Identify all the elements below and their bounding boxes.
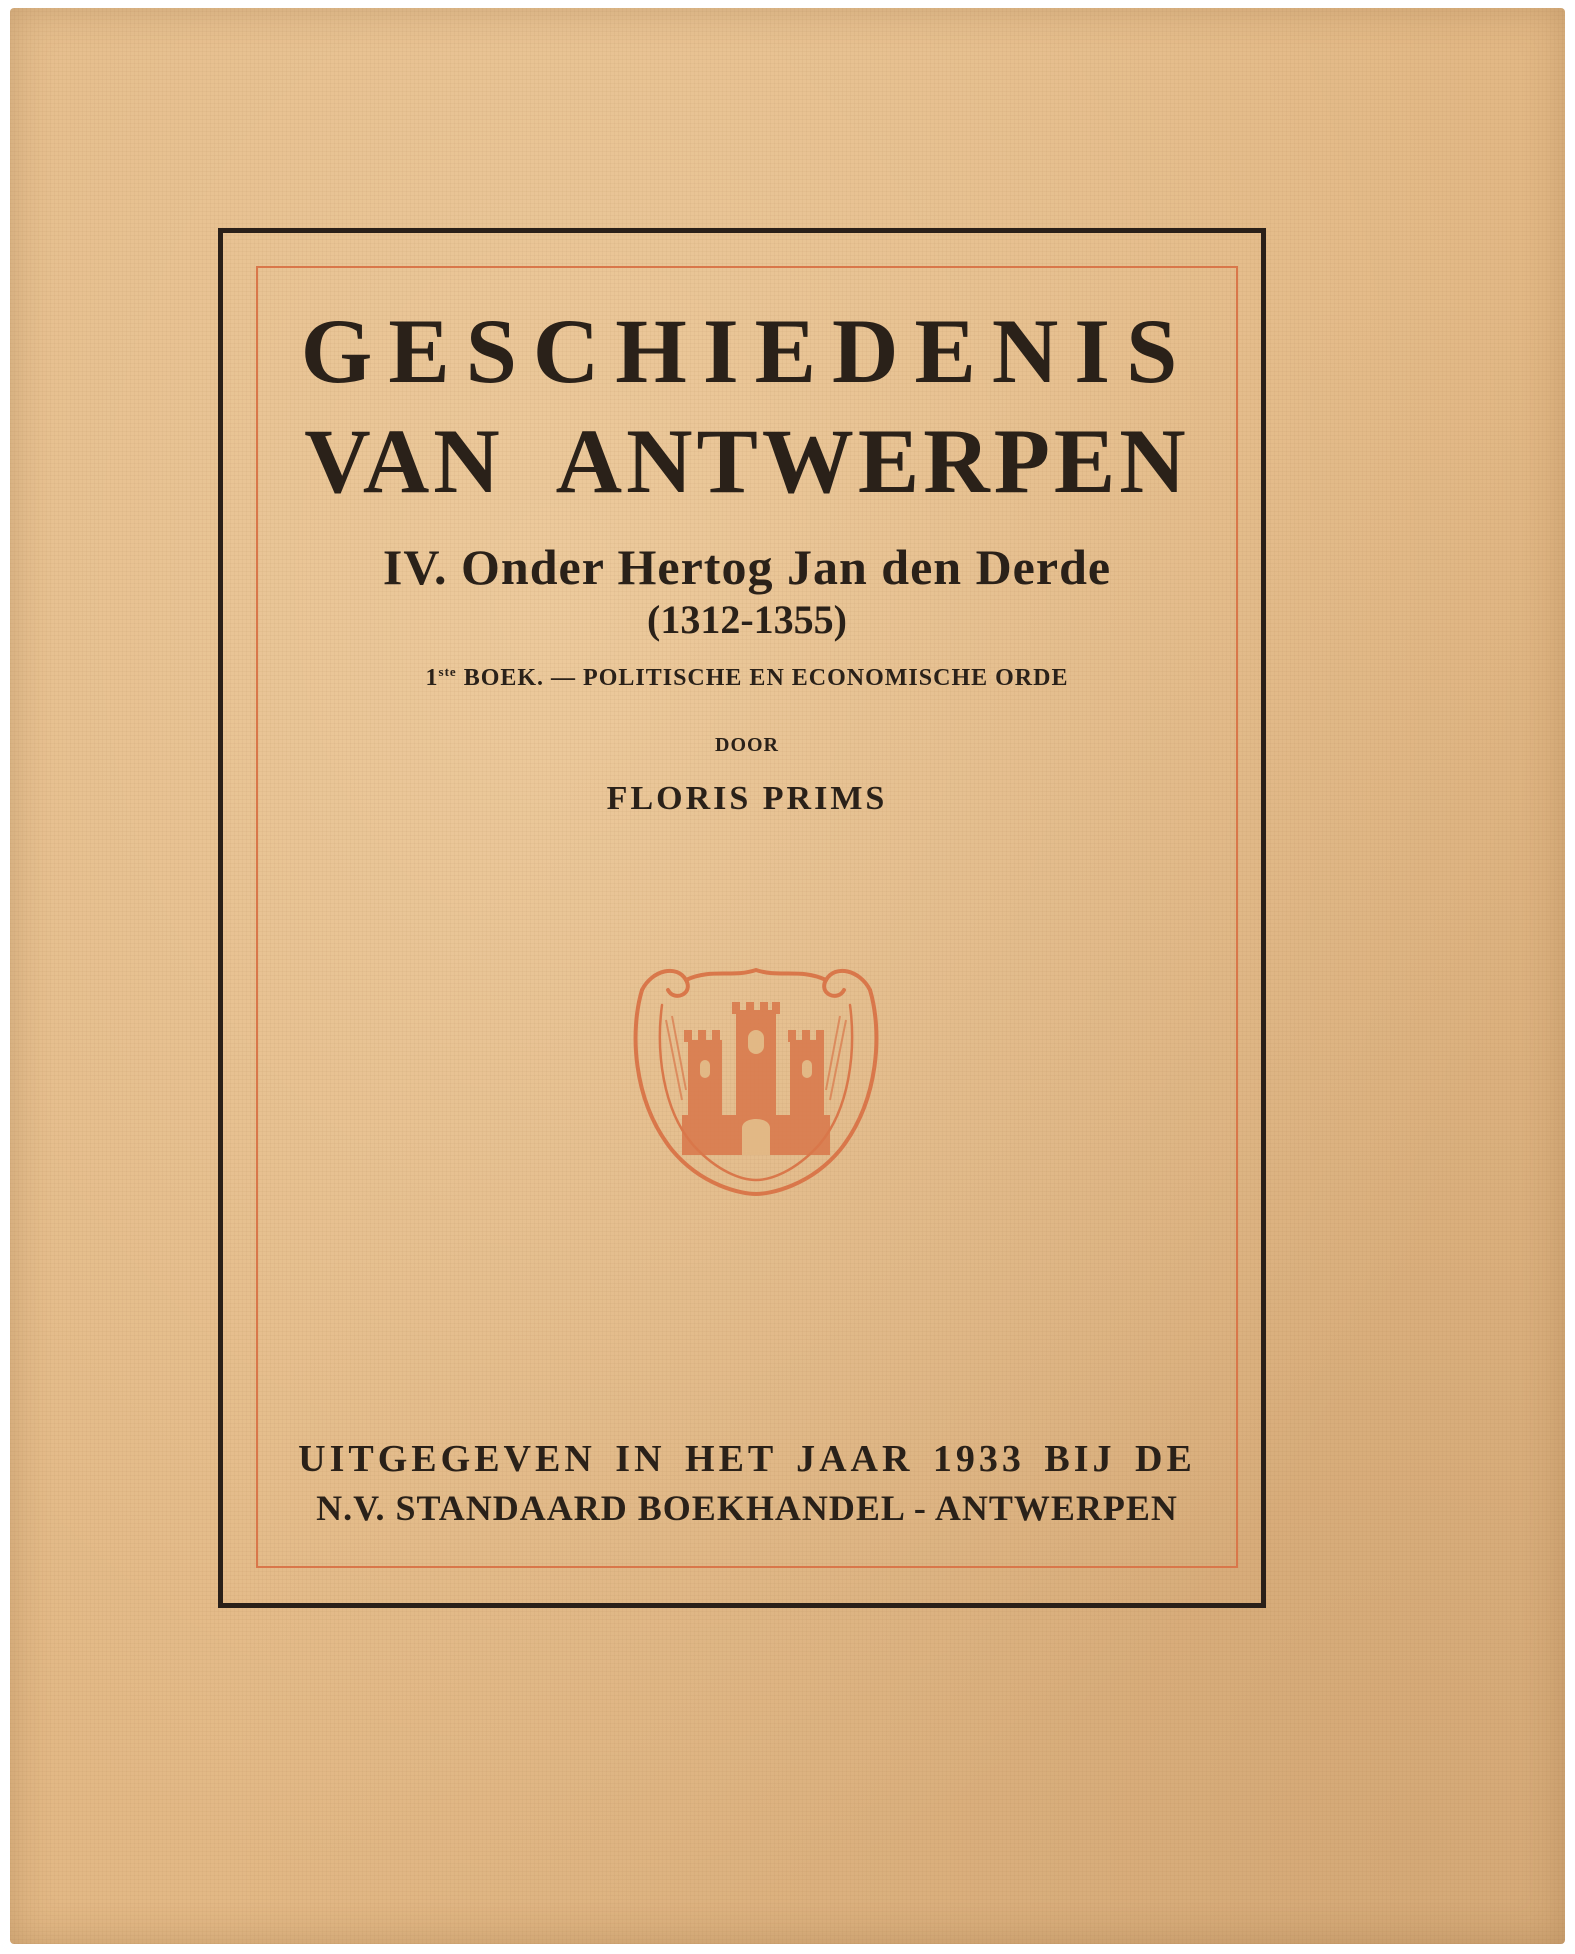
subtitle: IV. Onder Hertog Jan den Derde (382, 539, 1112, 595)
book-number: 1 (425, 665, 439, 691)
publisher-line-2: N.V. STANDAARD BOEKHANDEL - ANTWERPEN (316, 1488, 1178, 1528)
book-part-title: BOEK. — POLITISCHE EN ECONOMISCHE ORDE (456, 665, 1069, 691)
title-line-1: GESCHIEDENIS (300, 300, 1194, 402)
book-part-line (256, 665, 1238, 690)
author-name: FLORIS PRIMS (606, 780, 888, 817)
title-line-2: VAN ANTWERPEN (304, 410, 1190, 512)
publisher-line-1: UITGEGEVEN IN HET JAAR 1933 BIJ DE (298, 1438, 1196, 1480)
antwerp-castle-coat-of-arms-icon (622, 950, 890, 1196)
years-range: (1312-1355) (647, 597, 847, 642)
by-label: DOOR (715, 734, 779, 756)
book-number-suffix: ste (438, 664, 457, 679)
